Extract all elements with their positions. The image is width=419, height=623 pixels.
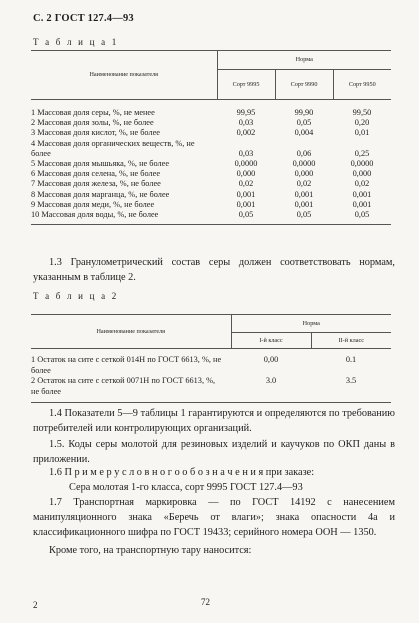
- row-value: 99,90: [294, 108, 314, 117]
- row-value: 0,001: [236, 189, 256, 199]
- row-value: 0,20: [354, 118, 370, 128]
- row-label: 7 Массовая доля железа, %, не более: [31, 179, 161, 189]
- row-label: 1 Массовая доля серы, %, не менее: [31, 108, 155, 117]
- paragraph-1-4: 1.4 Показатели 5—9 таблицы 1 гарантируются и определяются по требованию потребителей или контролирующих организаций.: [33, 408, 395, 434]
- row-value: 0,05: [238, 210, 254, 220]
- row-value: 0,02: [296, 179, 312, 189]
- row-value: 99,50: [352, 108, 372, 117]
- table1-header-norm: Норма: [295, 56, 313, 64]
- row-value: 0,001: [352, 199, 372, 209]
- row-value: 0,06: [296, 148, 312, 158]
- table-row: [31, 169, 391, 179]
- row-value: 0,000: [236, 169, 256, 179]
- paragraph-1-7: 1.7 Транспортная маркировка — по ГОСТ 14192 с нанесением манипуляционного знака «Беречь от влаги»; знака опасности 4а и классификационного шифра по ГОСТ 19433; серийного номера ООН — 1350.: [33, 497, 395, 538]
- table-row: [31, 159, 391, 169]
- row-value: 0,004: [294, 128, 314, 138]
- row-label: 8 Массовая доля марганца, %, не более: [31, 189, 170, 199]
- table-row: [31, 376, 391, 403]
- table-row: [31, 200, 391, 210]
- row-value: 0,0000: [234, 159, 258, 169]
- table-row: [31, 139, 391, 159]
- row-value: 0,00: [263, 355, 279, 364]
- paragraph-1-3: 1.3 Гранулометрический состав серы должен соответствовать нормам, указанным в таблице 2.: [33, 257, 395, 283]
- row-value: 3.0: [265, 376, 277, 385]
- row-label: 2 Остаток на сите с сеткой 0071Н по ГОСТ 6613, %, не более: [31, 376, 216, 396]
- row-value: 0,05: [354, 210, 370, 220]
- row-value: 0,02: [354, 179, 370, 189]
- table-row: [31, 190, 391, 200]
- row-value: 0.1: [345, 355, 357, 364]
- row-value: 0,05: [296, 210, 312, 220]
- page-header: С. 2 ГОСТ 127.4—93: [33, 13, 134, 24]
- row-value: 0,01: [354, 128, 370, 138]
- row-value: 0,000: [352, 169, 372, 179]
- row-value: 0,03: [238, 118, 254, 128]
- row-value: 3.5: [345, 376, 357, 385]
- row-value: 0,05: [296, 118, 312, 128]
- table2-grade-class1: I-й класс: [231, 333, 311, 349]
- row-value: 0,03: [238, 148, 254, 158]
- row-value: 0,0000: [292, 159, 316, 169]
- table2: [31, 314, 391, 403]
- row-label: 2 Массовая доля золы, %, не более: [31, 118, 154, 128]
- row-label: 1 Остаток на сите с сеткой 014Н по ГОСТ 6613, %, не более: [31, 355, 222, 375]
- table-row: [31, 118, 391, 128]
- paragraph-1-5: 1.5. Коды серы молотой для резиновых изделий и каучуков по ОКП даны в приложении.: [33, 439, 395, 465]
- footer-left-number: 2: [33, 600, 38, 610]
- table-row: [31, 355, 391, 376]
- row-value: 0,001: [352, 189, 372, 199]
- row-value: 0,25: [354, 148, 370, 158]
- row-label: 6 Массовая доля селена, %, не более: [31, 169, 161, 179]
- paragraph-more: Кроме того, на транспортную тару наносится:: [49, 545, 252, 556]
- table-row: [31, 210, 391, 225]
- table2-header-norm: Норма: [302, 319, 320, 327]
- table-row: [31, 108, 391, 118]
- row-value: 0,001: [294, 199, 314, 209]
- table1-grade-9950: Сорт 9950: [348, 80, 376, 88]
- row-label: 10 Массовая доля воды, %, не более: [31, 210, 159, 220]
- row-value: 0,0000: [350, 159, 374, 169]
- page-number: 72: [201, 597, 210, 607]
- table1: [31, 50, 391, 225]
- row-value: 0,002: [236, 128, 256, 138]
- table2-grade-class2: II-й класс: [338, 336, 364, 344]
- row-label: 4 Массовая доля органических веществ, %, не более: [31, 138, 195, 158]
- row-value: 0,001: [236, 199, 256, 209]
- row-value: 0,000: [294, 169, 314, 179]
- table2-header-indicator: Наименование показателя: [31, 315, 231, 349]
- row-value: 0,001: [294, 189, 314, 199]
- table-row: [31, 179, 391, 189]
- table1-caption: Т а б л и ц а 1: [33, 37, 119, 47]
- table2-caption: Т а б л и ц а 2: [33, 291, 119, 301]
- table1-grade-9990: Сорт 9990: [275, 70, 333, 100]
- row-label: 3 Массовая доля кислот, %, не более: [31, 128, 160, 138]
- paragraph-1-6-title: 1.6 П р и м е р у с л о в н о г о о б о з н а ч е н и я при заказе:: [49, 467, 315, 478]
- table1-header-indicator: Наименование показателя: [31, 51, 217, 100]
- table-row: [31, 128, 391, 138]
- row-value: 0,02: [238, 179, 254, 189]
- row-value: 99,95: [236, 108, 256, 117]
- row-label: 9 Массовая доля меди, %, не более: [31, 199, 155, 209]
- table1-grade-9995: Сорт 9995: [217, 70, 275, 100]
- paragraph-1-6-text: Сера молотая 1-го класса, сорт 9995 ГОСТ 127.4—93: [69, 482, 303, 493]
- row-label: 5 Массовая доля мышьяка, %, не более: [31, 159, 170, 169]
